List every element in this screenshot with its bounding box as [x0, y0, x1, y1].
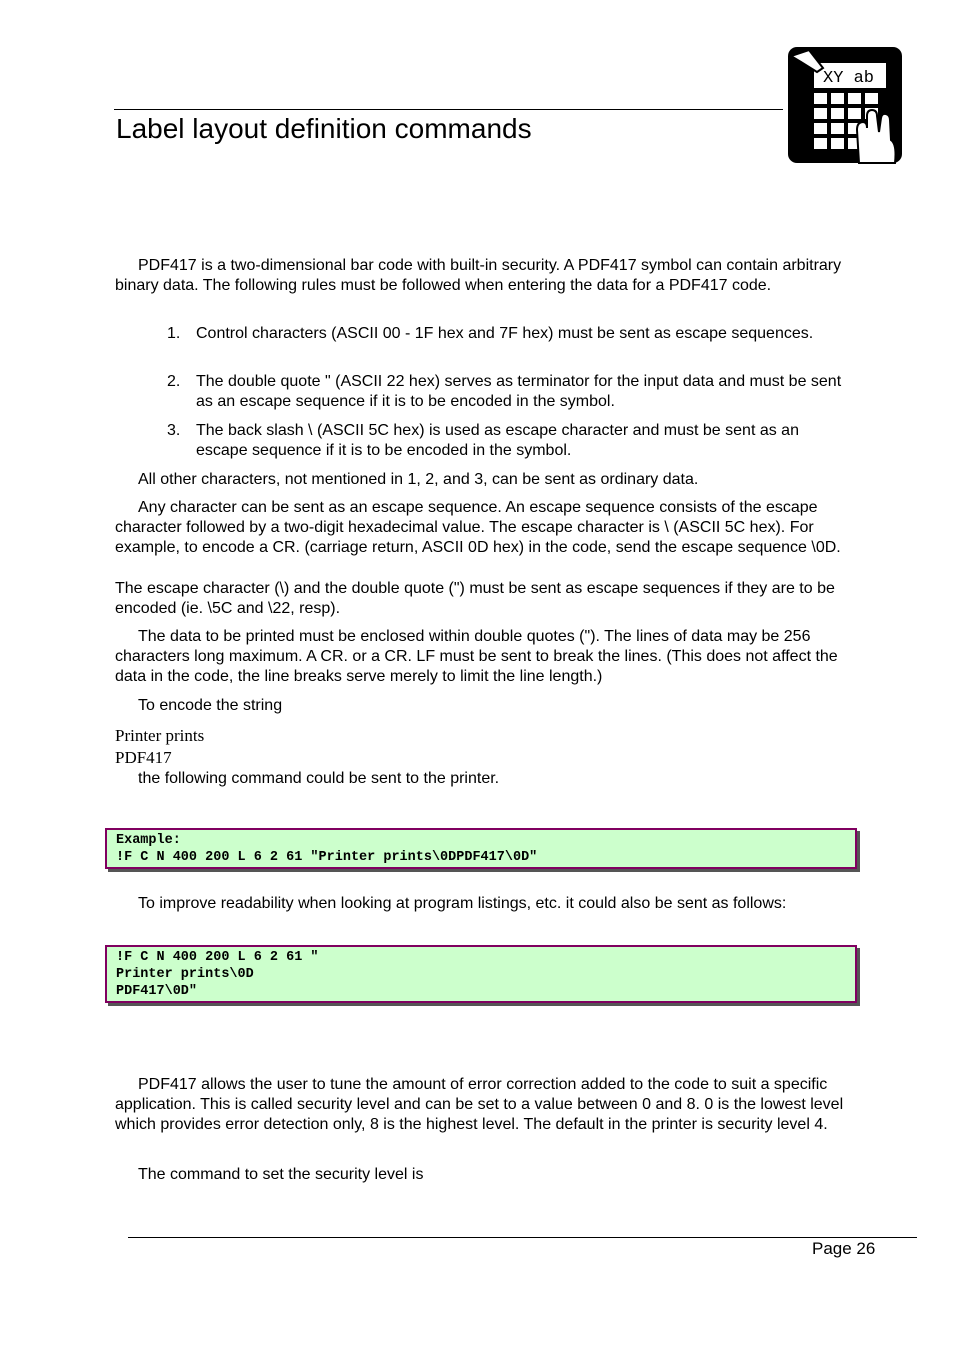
security-command-paragraph: The command to set the security level is: [138, 1166, 424, 1183]
rule-text: The back slash \ (ASCII 5C hex) is used as escape character and must be sent as an escape sequence if it is to be encoded in the symbol.: [196, 422, 799, 459]
rule-text: The double quote " (ASCII 22 hex) serves as terminator for the input data and must be sent as an escape sequence if it is to be encoded in the symbol.: [196, 373, 842, 410]
code-block-example: Example: !F C N 400 200 L 6 2 61 "Printer prints\0DPDF417\0D": [105, 828, 857, 869]
to-encode-paragraph: To encode the string: [138, 697, 283, 714]
rule-number: 3.: [167, 422, 181, 439]
calculator-hand-icon: [787, 46, 903, 164]
code-block-readable: !F C N 400 200 L 6 2 61 " Printer prints\0D PDF417\0D": [105, 945, 857, 1003]
rule-number: 2.: [167, 373, 181, 390]
intro-paragraph: PDF417 is a two-dimensional bar code with built-in security. A PDF417 symbol can contain arbitrary binary data. The following rules must be followed when entering the data for a PDF417 code.: [115, 257, 842, 294]
other-chars-paragraph: All other characters, not mentioned in 1, 2, and 3, can be sent as ordinary data.: [138, 471, 699, 488]
following-command-paragraph: the following command could be sent to the printer.: [138, 770, 500, 787]
page-number: Page 26: [812, 1239, 876, 1258]
logo-text: XY ab: [823, 69, 875, 88]
escape-sequence-paragraph: Any character can be sent as an escape sequence. An escape sequence consists of the escape character followed by a two-digit hexadecimal value. The escape character is \ (ASCII 5C hex). For example, to encode a CR. (carriage return, ASCII 0D hex) in the code, send the escape sequence \0D.: [115, 499, 841, 556]
example-string-line: Printer prints: [115, 726, 205, 745]
page-title: Label layout definition commands: [116, 113, 532, 144]
readability-paragraph: To improve readability when looking at program listings, etc. it could also be sent as follows:: [138, 895, 787, 912]
escape-note-paragraph: The escape character (\) and the double quote (") must be sent as escape sequences if they are to be encoded (ie. \5C and \22, resp).: [115, 580, 835, 617]
data-quotes-paragraph: The data to be printed must be enclosed within double quotes ("). The lines of data may be 256 characters long maximum. A CR. or a CR. LF must be sent to break the lines. (This does not affect the data in the code, the line breaks serve merely to limit the line length.): [115, 628, 838, 685]
header-rule: [114, 109, 783, 110]
rule-text: Control characters (ASCII 00 - 1F hex and 7F hex) must be sent as escape sequences.: [196, 325, 814, 342]
example-string-line: PDF417: [115, 748, 172, 767]
footer-rule: [128, 1237, 917, 1238]
security-paragraph: PDF417 allows the user to tune the amount of error correction added to the code to suit a specific application. This is called security level and can be set to a value between 0 and 8. 0 is the lowest level which provides error detection only, 8 is the highest level. The default in the printer is security level 4.: [115, 1076, 844, 1133]
rule-number: 1.: [167, 325, 181, 342]
